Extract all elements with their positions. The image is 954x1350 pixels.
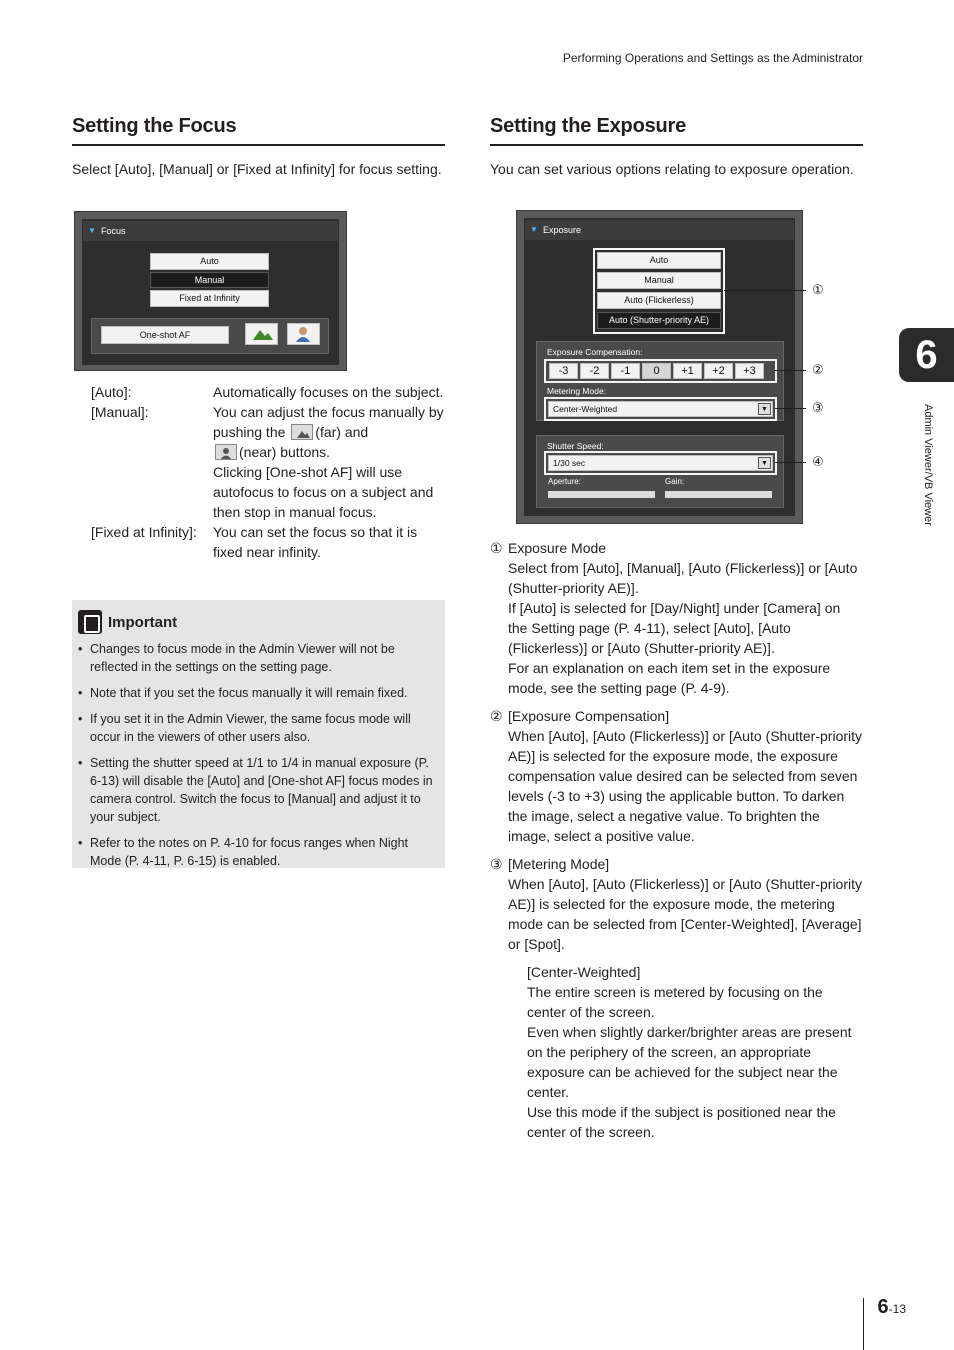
callout-leader (775, 408, 806, 409)
exposure-flickerless-button[interactable]: Auto (Flickerless) (597, 292, 721, 309)
focus-title: Setting the Focus (72, 115, 445, 146)
callout-leader (775, 370, 806, 371)
comp-minus1-button[interactable]: -1 (611, 363, 640, 379)
callout-3: ③ (812, 400, 824, 415)
exposure-panel (516, 210, 803, 524)
important-icon (78, 610, 102, 634)
list-item: • Note that if you set the focus manually it will remain fixed. (78, 684, 437, 702)
important-list (78, 640, 437, 870)
definition-row: [Auto]: Automatically focuses on the subject. (91, 384, 444, 400)
chapter-tab: 6 (899, 328, 954, 382)
focus-manual-button[interactable]: Manual (150, 272, 269, 288)
definition-row: [Manual]: You can adjust the focus manually by pushing the (far) and (near) buttons. Clicking [One-shot AF] will use autofocus to focus on a subject and then stop in manual focus. (91, 404, 444, 520)
page-number: 6-13 (877, 1296, 906, 1318)
exposure-intro: You can set various options relating to exposure operation. (490, 161, 854, 177)
comp-plus1-button[interactable]: +1 (673, 363, 702, 379)
comp-zero-button[interactable]: 0 (642, 363, 671, 379)
page-number-rule (863, 1298, 864, 1350)
list-item: • If you set it in the Admin Viewer, the same focus mode will occur in the viewers of other users also. (78, 710, 437, 746)
gain-label: Gain: (665, 477, 685, 486)
list-item: ① Exposure Mode Select from [Auto], [Manual], [Auto (Flickerless)] or [Auto (Shutter-priority AE)]. If [Auto] is selected for [Day/Night] under [Camera] on the Setting page (P. 4-11), select [Auto], [Auto (Flickerless)] or [Auto (Shutter-priority AE)]. For an explanation on each item set in the exposure mode, see the setting page (P. 4-9). (490, 540, 858, 696)
chevron-down-icon: ▼ (758, 457, 771, 469)
oneshot-af-button[interactable]: One-shot AF (101, 326, 229, 344)
exposure-auto-button[interactable]: Auto (597, 252, 721, 269)
list-item: • Changes to focus mode in the Admin Viewer will not be reflected in the settings on the setting page. (78, 640, 437, 676)
collapse-triangle-icon[interactable]: ▼ (530, 225, 538, 234)
near-button-icon (215, 444, 237, 460)
comp-plus3-button[interactable]: +3 (735, 363, 764, 379)
metering-mode-label: Metering Mode: (547, 386, 607, 396)
callout-leader (724, 290, 806, 291)
exposure-section (490, 115, 863, 179)
exposure-title: Setting the Exposure (490, 115, 863, 146)
comp-minus2-button[interactable]: -2 (580, 363, 609, 379)
callout-leader (775, 462, 806, 463)
mountain-icon (246, 324, 277, 344)
focus-auto-button[interactable]: Auto (150, 253, 269, 270)
list-item: ② [Exposure Compensation] When [Auto], [Auto (Flickerless)] or [Auto (Shutter-priority AE)] is selected for the exposure mode, the exposure compensation value desired can be selected from seven levels (-3 to +3) using the applicable button. To darken the image, select a negative value. To brighten the image, select a positive value. (490, 708, 863, 844)
side-label: Admin Viewer/VB Viewer (922, 404, 934, 526)
definition-row: [Fixed at Infinity]: You can set the focus so that it is fixed near infinity. (91, 524, 418, 560)
focus-intro: Select [Auto], [Manual] or [Fixed at Infinity] for focus setting. (72, 161, 442, 177)
important-title: Important (108, 613, 178, 631)
chevron-down-icon: ▼ (758, 403, 771, 415)
focus-far-button[interactable] (245, 323, 278, 345)
gain-slider[interactable] (665, 491, 772, 498)
focus-fixed-infinity-button[interactable]: Fixed at Infinity (150, 290, 269, 307)
focus-near-button[interactable] (287, 323, 320, 345)
shutter-speed-select[interactable]: 1/30 sec ▼ (548, 455, 773, 471)
focus-section (72, 115, 445, 179)
focus-panel-header: ▼ Focus (83, 221, 338, 241)
comp-minus3-button[interactable]: -3 (549, 363, 578, 379)
exposure-items (490, 538, 862, 1150)
list-item: • Setting the shutter speed at 1/1 to 1/4 in manual exposure (P. 6-13) will disable the [Auto] and [One-shot AF] focus modes in camera control. Switch the focus to [Manual] and adjust it to your subject. (78, 754, 437, 826)
focus-definitions (91, 382, 446, 562)
running-head: Performing Operations and Settings as the Administrator (562, 51, 863, 65)
important-box (72, 600, 445, 868)
shutter-speed-label: Shutter Speed: (547, 441, 604, 451)
list-item: • Refer to the notes on P. 4-10 for focus ranges when Night Mode (P. 4-11, P. 6-15) is enabled. (78, 834, 437, 870)
aperture-slider[interactable] (548, 491, 655, 498)
comp-plus2-button[interactable]: +2 (704, 363, 733, 379)
exposure-panel-header: ▼ Exposure (525, 220, 794, 240)
exposure-comp-label: Exposure Compensation: (547, 347, 643, 357)
callout-4: ④ (812, 454, 824, 469)
exposure-shutter-priority-button[interactable]: Auto (Shutter-priority AE) (597, 312, 721, 329)
callout-1: ① (812, 282, 824, 297)
exposure-manual-button[interactable]: Manual (597, 272, 721, 289)
aperture-label: Aperture: (548, 477, 581, 486)
callout-2: ② (812, 362, 824, 377)
center-weighted-note: [Center-Weighted] The entire screen is metered by focusing on the center of the screen. Even when slightly darker/brighter areas are present on the periphery of the screen, an appropriate exposure can be achieved for the subject near the center. Use this mode if the subject is positioned near the center of the screen. (527, 964, 852, 1140)
far-button-icon (291, 424, 313, 440)
list-item: ③ [Metering Mode] When [Auto], [Auto (Flickerless)] or [Auto (Shutter-priority AE)] is selected for the exposure mode, the metering mode can be selected from [Center-Weighted], [Average] or [Spot]. [Center-Weighted] The entire screen is metered by focusing on the center of the screen. Even when slightly darker/brighter areas are present on the periphery of the screen, an appropriate exposure can be achieved for the subject near the center. Use this mode if the subject is positioned near the center of the screen. (490, 856, 863, 1140)
collapse-triangle-icon[interactable]: ▼ (88, 226, 96, 235)
metering-mode-select[interactable]: Center-Weighted ▼ (548, 401, 773, 417)
focus-panel (74, 211, 347, 371)
person-icon (288, 324, 319, 344)
